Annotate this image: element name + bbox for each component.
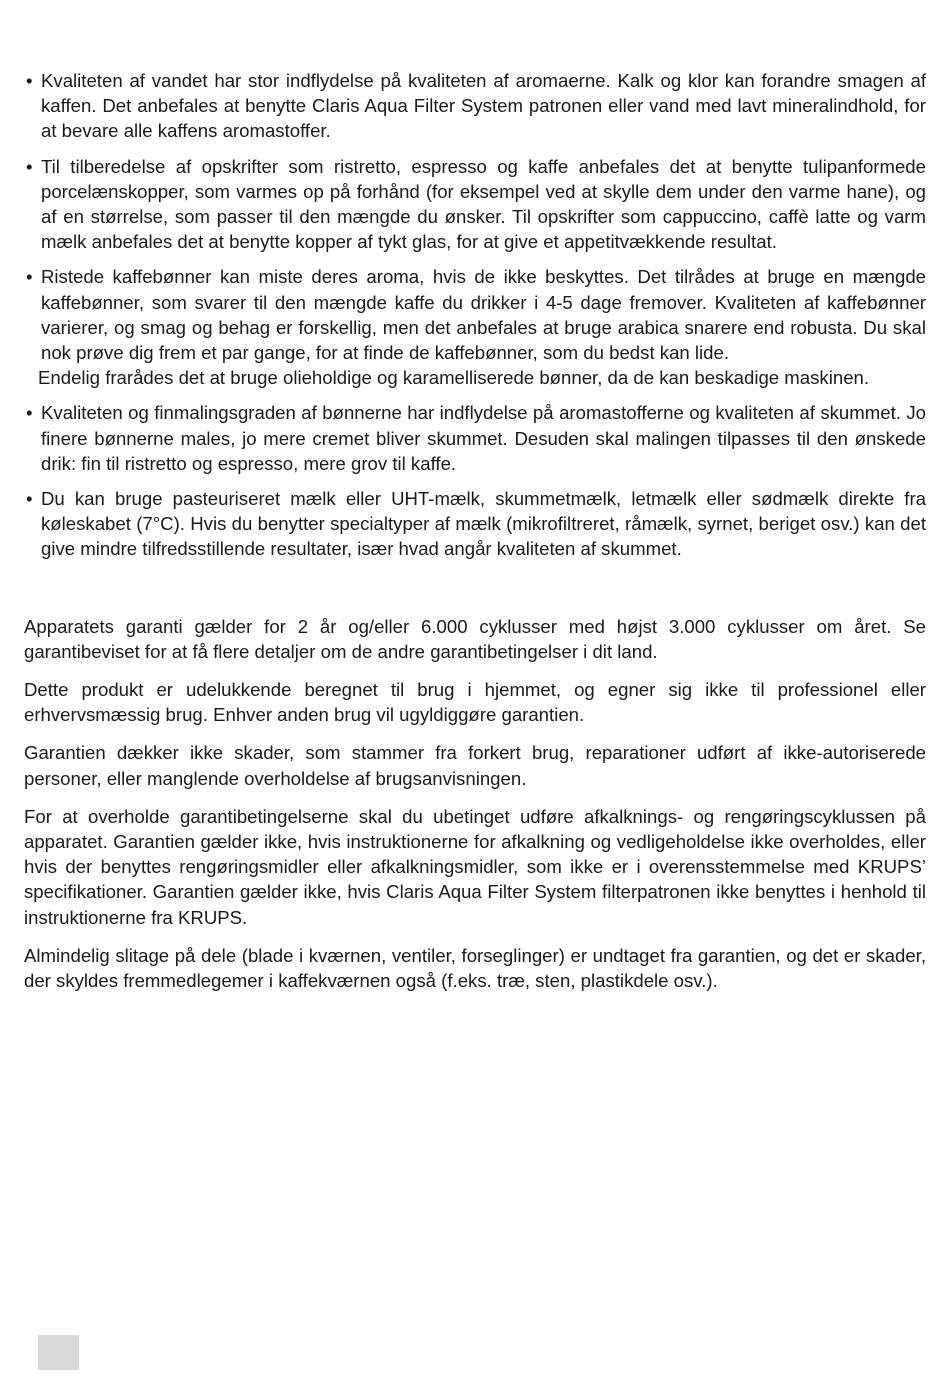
list-item — [24, 486, 926, 562]
bullet-icon: • — [26, 70, 33, 91]
warranty-section — [24, 614, 926, 994]
list-item — [24, 400, 926, 476]
tip-text-beans-continuation: Endelig frarådes det at bruge olieholdige og karamelliserede bønner, da de kan beskadige maskinen. — [38, 367, 870, 389]
section-gap — [24, 572, 926, 614]
bullet-icon: • — [26, 266, 33, 288]
tip-text-cups: Til tilberedelse af opskrifter som ristretto, espresso og kaffe anbefales det at benytte tulipanformede porcelænskopper, som varmes op på forhånd (for eksempel ved at skylle dem under den varme hane), og af en størrelse, som passer til den mængde du ønsker. Til opskrifter som cappuccino, caffè latte og varm mælk anbefales det at benytte kopper af tykt glas, for at give et appetitvækkende resultat. — [41, 155, 926, 253]
tip-text-milk: Du kan bruge pasteuriseret mælk eller UHT-mælk, skummetmælk, letmælk eller sødmælk direkte fra køleskabet (7°C). Hvis du benytter specialtyper af mælk (mikrofiltreret, råmælk, syrnet, beriget osv.) kan det give mindre tilfredsstillende resultater, især hvad angår kvaliteten af skummet. — [41, 488, 926, 560]
page-marker — [38, 1335, 79, 1370]
list-item — [24, 264, 926, 390]
list-item — [24, 68, 926, 144]
bullet-icon: • — [26, 402, 33, 424]
warranty-paragraph: Dette produkt er udelukkende beregnet til brug i hjemmet, og egner sig ikke til professionel eller erhvervsmæssig brug. Enhver anden brug vil ugyldiggøre garantien. — [24, 679, 926, 726]
warranty-paragraph: Almindelig slitage på dele (blade i kværnen, ventiler, forseglinger) er undtaget fra garantien, og det er skader, der skyldes fremmedlegemer i kaffekværnen også (f.eks. træ, sten, plastikdele osv.). — [24, 944, 926, 992]
tip-text-water: Kvaliteten af vandet har stor indflydelse på kvaliteten af aromaerne. Kalk og klor kan forandre smagen af kaffen. Det anbefales at benytte Claris Aqua Filter System patronen eller vand med lavt mineralindhold, for at bevare alle kaffens aromastoffer. — [41, 70, 926, 142]
warranty-paragraph: For at overholde garantibetingelserne skal du ubetinget udføre afkalknings- og rengøringscyklussen på apparatet. Garantien gælder ikke, hvis instruktionerne for afkalkning og vedligeholdelse ikke overholdes, eller hvis der benyttes rengøringsmidler eller afkalkningsmidler, som ikke er i overensstemmelse med KRUPS’ specifikationer. Garantien gælder ikke, hvis Claris Aqua Filter System filterpatronen ikke benyttes i henhold til instruktionerne fra KRUPS. — [24, 805, 926, 928]
tip-text-grinding: Kvaliteten og finmalingsgraden af bønnerne har indflydelse på aromastofferne og kvaliteten af skummet. Jo finere bønnerne males, jo mere cremet bliver skummet. Desuden skal malingen tilpasses til den ønskede drik: fin til ristretto og espresso, mere grov til kaffe. — [41, 402, 926, 474]
bullet-icon: • — [26, 155, 33, 177]
warranty-paragraph: Garantien dækker ikke skader, som stammer fra forkert brug, reparationer udført af ikke-autoriserede personer, eller manglende overholdelse af brugsanvisningen. — [24, 742, 926, 789]
warranty-paragraph: Apparatets garanti gælder for 2 år og/eller 6.000 cyklusser med højst 3.000 cyklusser om året. Se garantibeviset for at få flere detaljer om de andre garantibetingelser i dit land. — [24, 615, 926, 662]
bullet-icon: • — [26, 488, 33, 510]
list-item — [24, 154, 926, 255]
tips-list — [24, 68, 926, 562]
document-page — [24, 68, 926, 1006]
tip-text-beans: Ristede kaffebønner kan miste deres aroma, hvis de ikke beskyttes. Det tilrådes at bruge en mængde kaffebønner, som svarer til den mængde kaffe du drikker i 4-5 dage fremover. Kvaliteten af kaffebønner varierer, og smag og behag er forskellig, men det anbefales at bruge arabica snarere end robusta. Du skal nok prøve dig frem et par gange, for at finde de kaffebønner, som du bedst kan lide. — [41, 266, 926, 364]
